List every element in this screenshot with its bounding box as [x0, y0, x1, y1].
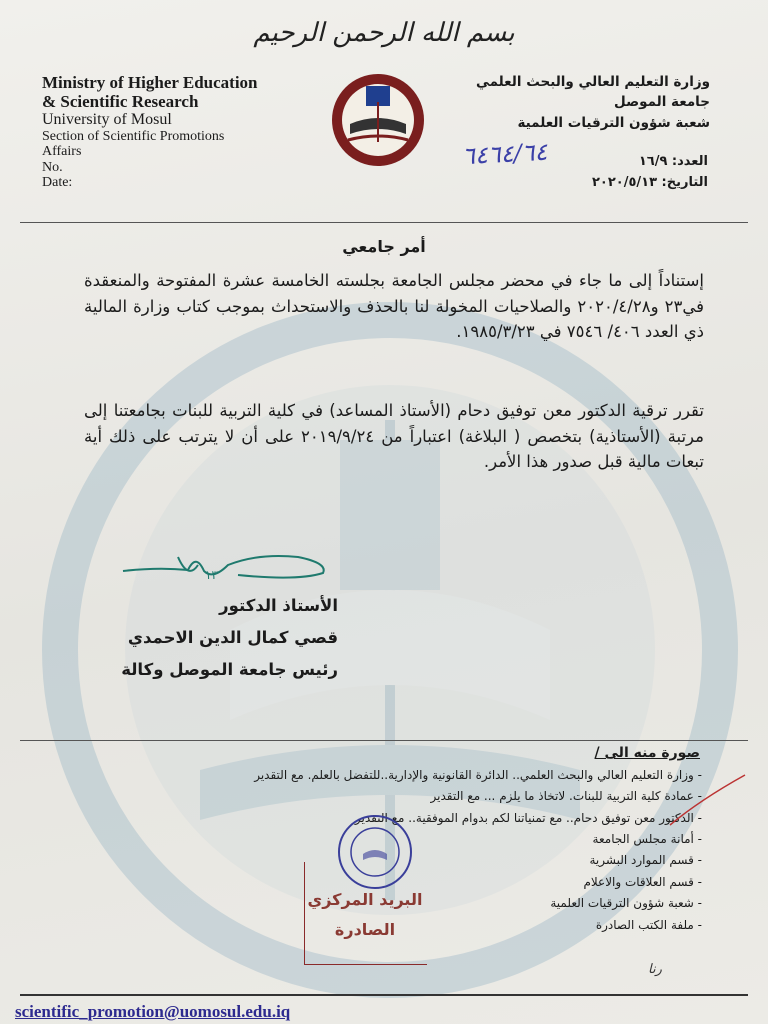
signatory-title: الأستاذ الدكتور — [219, 596, 338, 615]
copy-recipient: - ملفة الكتب الصادرة — [595, 917, 702, 932]
copy-recipient: - أمانة مجلس الجامعة — [592, 832, 702, 847]
copy-recipient: - وزارة التعليم العالي والبحث العلمي.. الدائرة القانونية والإدارية..للتفضل بالعلم. مع التقدير — [254, 768, 702, 782]
footer-email-link[interactable]: scientific_promotion@uomosul.edu.iq — [15, 1002, 291, 1021]
date-label-en: Date: — [42, 175, 73, 191]
order-paragraph-1: إستناداً إلى ما جاء في محضر مجلس الجامعة بجلسته الخامسة عشرة المفتوحة والمنعقدة في٢٣ و٢٠٢٠/٤/٢٨ والصلاحيات المخولة لنا بالحذف والاستحداث بموجب كتاب وزارة المالية ذي العدد ٤٠٦/ ٧٥٤٦ في ١٩٨٥/٣/٢٣. — [84, 271, 704, 342]
signature-date: ١٣ — [205, 568, 218, 582]
reference-block — [592, 152, 708, 194]
reference-date: التاريخ: ٢٠٢٠/٥/١٣ — [591, 174, 708, 190]
red-pen-mark-icon — [660, 770, 750, 830]
copy-recipient: - الدكتور معن توفيق دحام.. مع تمنياتنا لكم بدوام الموفقية.. مع التقدير — [354, 810, 702, 825]
signatory-block — [78, 590, 338, 687]
signatory-position: رئيس جامعة الموصل وكالة — [121, 660, 338, 680]
typist-initials: رنا — [648, 962, 662, 977]
copy-recipient: - قسم الموارد البشرية — [589, 853, 702, 868]
order-paragraph-2: تقرر ترقية الدكتور معن توفيق دحام (الأستاذ المساعد) في كلية التربية للبنات بجامعتنا إلى مرتبة (الأستاذية) بتخصص ( البلاغة) اعتباراً من ٢٠١٩/٩/٢٤ على أن لا يترتب على ذلك أية تبعات مالية قبل صدور هذا الأمر. — [84, 401, 704, 472]
section-name-ar: شعبة شؤون الترقيات العلمية — [517, 114, 710, 131]
central-mail-stamp — [304, 885, 426, 946]
section-name-en-1: Section of Scientific Promotions — [42, 128, 225, 144]
arabic-letterhead — [470, 72, 710, 133]
english-letterhead — [42, 74, 302, 191]
number-label-en: No. — [42, 159, 63, 175]
signature-scribble-icon — [118, 545, 333, 590]
reference-number: العدد: ١٦/٩ — [638, 154, 708, 169]
copy-recipient: - عمادة كلية التربية للبنات. لاتخاذ ما يلزم ... مع التقدير — [430, 789, 702, 804]
copies-title: صورة منه الى / — [594, 745, 700, 761]
copies-divider — [20, 740, 748, 741]
university-name-ar: جامعة الموصل — [614, 94, 710, 111]
basmala-text: بسم الله الرحمن الرحيم — [253, 18, 515, 48]
header-divider — [20, 222, 748, 223]
copy-recipient: - قسم العلاقات والاعلام — [583, 874, 702, 889]
ministry-name-ar: وزارة التعليم العالي والبحث العلمي — [475, 74, 710, 90]
section-name-en-2: Affairs — [42, 144, 82, 160]
footer-divider — [20, 994, 748, 996]
ministry-name-en-2: & Scientific Research — [42, 91, 199, 111]
stamp-line-1: البريد المركزي — [307, 890, 423, 909]
university-name-en: University of Mosul — [42, 111, 172, 129]
ministry-name-en-1: Ministry of Higher Education — [42, 73, 258, 92]
copy-recipient: - شعبة شؤون الترقيات العلمية — [550, 896, 702, 911]
university-of-mosul-emblem-icon — [330, 72, 426, 168]
handwritten-reference-number: ٦٤٦٤/٦٤ — [461, 137, 549, 171]
signatory-name: قصي كمال الدين الاحمدي — [127, 628, 338, 648]
stamp-line-2: الصادرة — [334, 920, 396, 940]
document-title: أمر جامعي — [342, 237, 426, 256]
